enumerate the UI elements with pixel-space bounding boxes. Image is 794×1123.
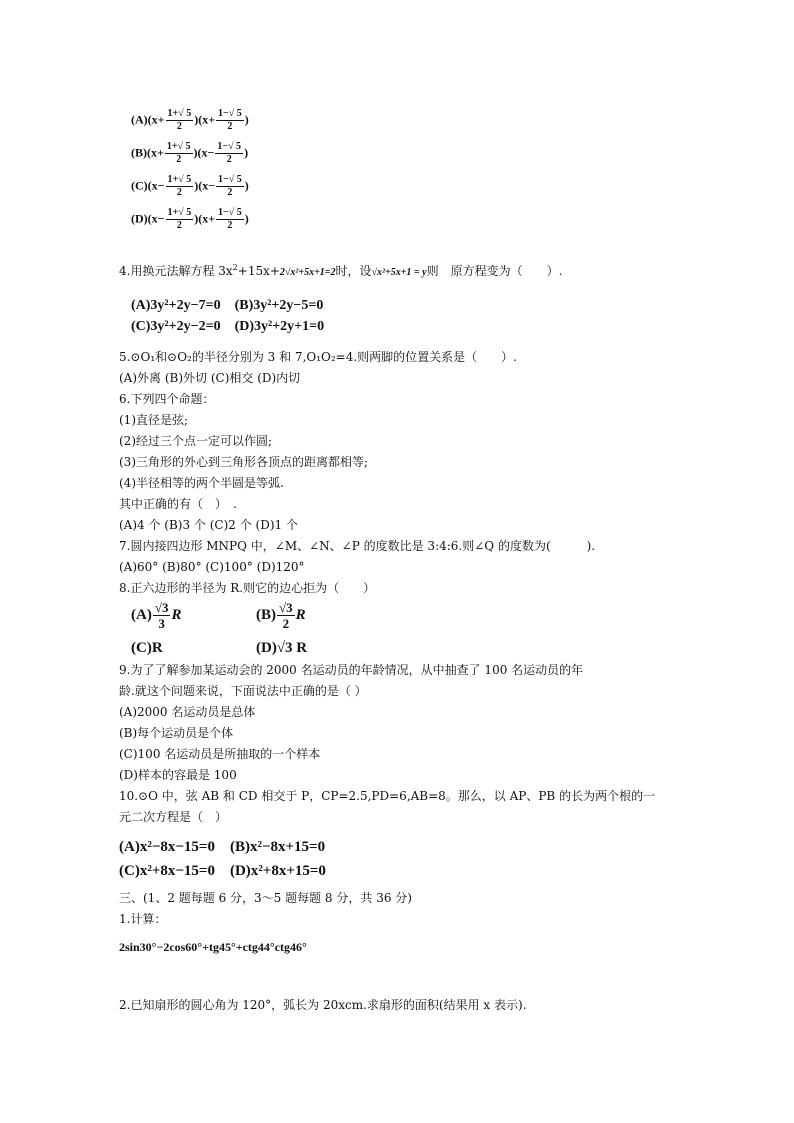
variable-r: R: [295, 606, 306, 623]
q9-option-c: (C)100 名运动员是所抽取的一个样本: [119, 747, 321, 761]
fraction: [166, 108, 194, 133]
fraction: [216, 108, 244, 133]
sign: )(x−: [194, 178, 216, 193]
q8-option-a: [131, 600, 181, 631]
q7-stem: 7.圆内接四边形 MNPQ 中，∠M、∠N、∠P 的度数比是 3:4:6.则∠Q 的度数为( ).: [119, 539, 596, 553]
numerator: 1+√ 5: [166, 141, 191, 152]
q6-item-2: (2)经过三个点一定可以作圆;: [119, 434, 273, 448]
q3-option-a: (A)(x+ $\frac{1+√ 5}{2}$ )(x+ $\frac{1-√ 5}{2}$ ): [131, 108, 249, 132]
stem-text: 时，设: [335, 264, 372, 278]
sign: x−: [151, 211, 165, 226]
q6-item-3: (3)三角形的外心到三角形各顶点的距离都相等;: [119, 455, 369, 469]
q7-options: (A)60° (B)80° (C)100° (D)120°: [119, 560, 305, 574]
numerator: 1−√ 5: [217, 141, 242, 152]
q9-option-b: (B)每个运动员是个体: [119, 726, 234, 740]
fraction: [165, 141, 193, 166]
denominator: 2: [176, 187, 182, 198]
q3-option-c: (C)(x− $\frac{1+√ 5}{2}$ )(x− $\frac{1-√ 5}{2}$ ): [131, 174, 249, 198]
numerator: 1+√ 5: [167, 207, 192, 218]
q6-ask: 其中正确的有（ ） .: [119, 497, 237, 511]
denominator: 2: [282, 616, 290, 631]
q3-option-b: (B)(x+ $\frac{1+√ 5}{2}$ )(x− $\frac{1-√ 5}{2}$ ): [131, 141, 249, 165]
option-letter: (C): [131, 178, 148, 193]
sign: x+: [151, 145, 164, 160]
numerator: √3: [154, 600, 169, 615]
stem-text: 4.用换元法解方程 3x: [119, 264, 233, 278]
sign: )(x+: [194, 211, 216, 226]
q9-option-d: (D)样本的容最是 100: [119, 768, 237, 782]
q8-option-d: (D)√3 R: [256, 640, 308, 656]
q8-stem: 8.正六边形的半径为 R.则它的边心拒为（ ）: [119, 581, 376, 595]
fraction: [277, 600, 295, 631]
option-letter: (A): [131, 112, 148, 127]
denominator: 2: [226, 154, 232, 165]
option-letter: (A): [131, 606, 152, 623]
q10-options-row1: (A)x²−8x−15=0 (B)x²−8x+15=0: [119, 839, 326, 855]
denominator: 2: [227, 187, 233, 198]
q10-options-row2: (C)x²+8x−15=0 (D)x²+8x+15=0: [119, 863, 326, 879]
fraction: [216, 174, 244, 199]
q10-stem-line2: 元二次方程是（ ）: [119, 810, 228, 824]
sign: )(x+: [194, 112, 216, 127]
q4-options-row1: (A)3y²+2y−7=0 (B)3y²+2y−5=0: [131, 298, 324, 313]
inline-equation: 2√x²+5x+1=2: [279, 267, 336, 278]
fraction: [166, 207, 194, 232]
numerator: 1+√ 5: [167, 108, 192, 119]
q6-item-1: (1)直径是弦;: [119, 413, 189, 427]
q4-stem: [119, 260, 562, 281]
numerator: 1−√ 5: [218, 108, 242, 119]
fraction: [153, 600, 171, 631]
numerator: 1−√ 5: [218, 174, 242, 185]
q4-options-row2: (C)3y²+2y−2=0 (D)3y²+2y+1=0: [131, 319, 325, 334]
q5-options: (A)外离 (B)外切 (C)相交 (D)内切: [119, 371, 301, 385]
denominator: 2: [227, 220, 233, 231]
q8-option-c: (C)R: [131, 640, 163, 656]
q3-option-d: (D)(x− $\frac{1+√ 5}{2}$ )(x+ $\frac{1-√ 5}{2}$ ): [131, 207, 249, 231]
q8-option-b: [256, 600, 306, 631]
q6-options: (A)4 个 (B)3 个 (C)2 个 (D)1 个: [119, 518, 298, 532]
option-letter: (D): [131, 211, 148, 226]
denominator: 2: [227, 121, 233, 132]
q5-stem: 5.⊙O₁和⊙O₂的半径分别为 3 和 7,O₁O₂=4.则两脚的位置关系是（ ）.: [119, 350, 517, 364]
sign: x+: [151, 112, 165, 127]
q9-stem-line1: 9.为了了解参加某运动会的 2000 名运动员的年龄情况，从中抽查了 100 名运动员的年: [119, 663, 584, 677]
fraction: [216, 207, 244, 232]
denominator: 2: [176, 220, 182, 231]
stem-text: 则 原方程变为（ ）.: [426, 264, 563, 278]
q9-stem-line2: 龄.就这个问题来说，下面说法中正确的是（ ）: [119, 684, 367, 698]
variable-r: R: [171, 606, 182, 623]
option-letter: (B): [256, 606, 276, 623]
fraction: [166, 174, 194, 199]
section3-problem2: 2.已知扇形的圆心角为 120°，弧长为 20xcm.求扇形的面积(结果用 x 表示).: [119, 998, 527, 1012]
option-letter: (B): [131, 145, 147, 160]
q6-stem: 6.下列四个命题：: [119, 392, 215, 406]
q6-item-4: (4)半径相等的两个半圆是等弧.: [119, 476, 284, 490]
section3-problem1: 1.计算：: [119, 912, 167, 926]
numerator: 1+√ 5: [167, 174, 192, 185]
section3-problem1-expression: 2sin30°−2cos60°+tg45°+ctg44°ctg46°: [119, 940, 307, 954]
stem-text: +15x+: [237, 264, 280, 278]
sign: )(x−: [193, 145, 215, 160]
q9-option-a: (A)2000 名运动员是总体: [119, 705, 256, 719]
exponent: 2: [232, 263, 238, 272]
section3-header: 三、(1、2 题每题 6 分，3～5 题每题 8 分，共 36 分): [119, 891, 412, 905]
denominator: 2: [176, 154, 182, 165]
inline-substitution: √x²+5x+1 = y: [371, 267, 427, 278]
q10-stem-line1: 10.⊙O 中，弦 AB 和 CD 相交于 P，CP=2.5,PD=6,AB=8。那么，以 AP、PB 的长为两个根的一: [119, 789, 656, 803]
numerator: 1−√ 5: [218, 207, 242, 218]
denominator: 3: [158, 616, 165, 631]
denominator: 2: [176, 121, 182, 132]
fraction: [215, 141, 243, 166]
sign: x−: [151, 178, 165, 193]
numerator: √3: [279, 600, 293, 615]
